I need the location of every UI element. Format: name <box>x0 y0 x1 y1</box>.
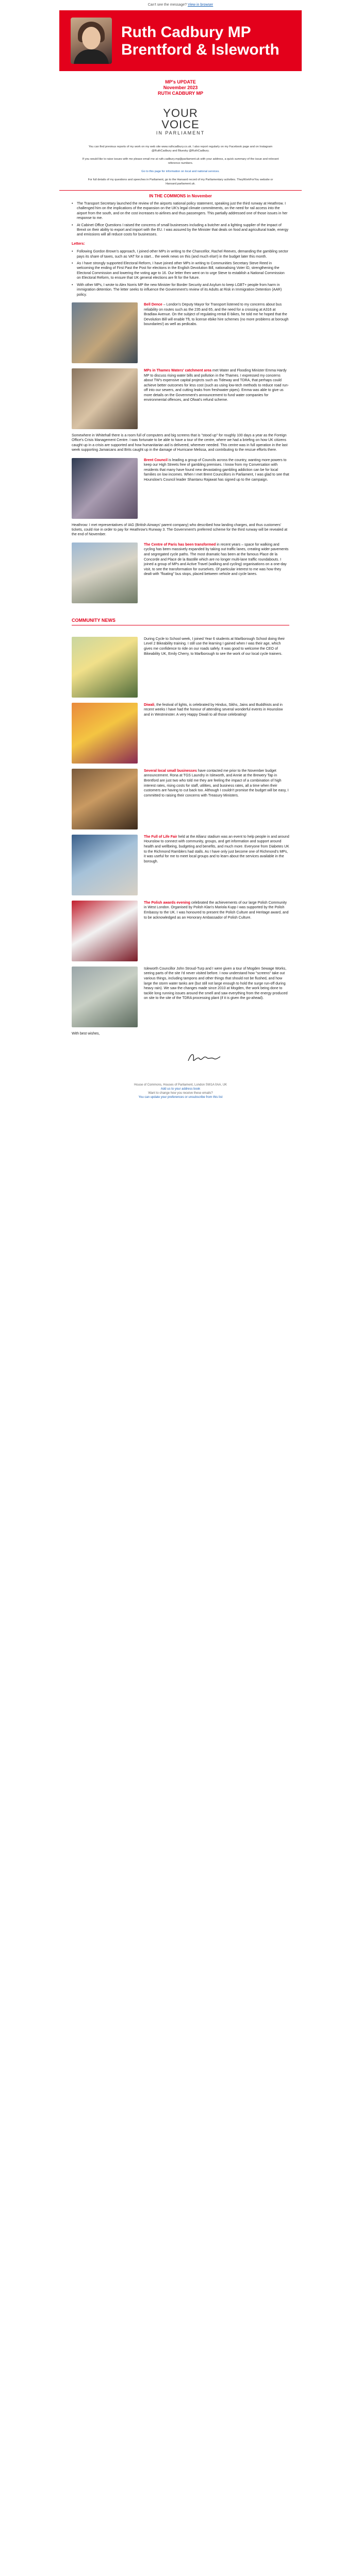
intro-p2: If you would like to raise issues with me please email me at ruth.cadbury.mp@parliament.uk with your address, a quick summary of the issue and relevant reference numbers. <box>82 158 279 165</box>
photo-bell-dence <box>72 302 138 363</box>
news-item-text: have contacted me prior to the November budget announcement. Rona at TGS Laundry in Isleworth, and Annie at the Brewery Tap in Brentford are just two who told me they are feeling the impact of a combination of high interest rates, rising costs for staff, utilities, and business rates, all a time when their customers are having to cut back too. Although I couldn't promise the budget will be easy, I committed to raising their concerns with Treasury Ministers. <box>144 769 289 798</box>
header-title-name: Ruth Cadbury MP <box>121 24 251 41</box>
news-item <box>72 967 289 1027</box>
news-item <box>72 703 289 764</box>
footer <box>59 1083 302 1099</box>
news-item-text: During Cycle to School week, I joined Year 6 students at Marlborough School doing their Level 2 Bikeability training. I still use the learning I gained when I was their age, which gives me confidence to ride on our roads safely. It was good to welcome the CEO of Bikeability UK, Emily Cherry, to Marlborough to see the work of our local cycle trainers. <box>144 637 285 656</box>
news-item-title: Several local small businesses <box>144 769 197 773</box>
intro-p4: For full details of my questions and speeches in Parliament, go to the Hansard record of my Parliamentary activities. TheyWorkForYou website or Hansard.parliament.uk. <box>88 178 273 185</box>
news-item-title: The Full of Life Fair <box>144 835 177 839</box>
news-item <box>72 901 289 961</box>
news-item <box>72 458 289 519</box>
mp-photo <box>71 18 112 64</box>
news-item-title: Diwali <box>144 703 155 707</box>
signature <box>186 1050 222 1065</box>
logo-your: YOUR <box>163 107 198 120</box>
letters-title: Letters: <box>72 242 85 246</box>
news-item-text: is leading a group of Councils across the country, wanting more powers to keep our High Streets free of gambling premises. I know from my Conversation with residents that many have found new devastating gambling addiction can be for local families on low incomes. When I met Brent Councillors in Parliament, I was glad to see that Hounslow's Council leader Shantanu Rajawat has signed up to the campaign. <box>144 458 289 482</box>
news-item <box>72 769 289 829</box>
section-commons-title: IN THE COMMONS in November <box>59 190 302 198</box>
your-voice-logo <box>59 108 302 135</box>
subheader-line1: MP's UPDATE <box>165 79 196 84</box>
photo-polish-awards <box>72 901 138 961</box>
top-note-text: Can't see the message? <box>147 3 187 7</box>
news-item <box>72 302 289 363</box>
header-title <box>121 24 280 59</box>
top-note <box>0 0 361 10</box>
header-title-constituency: Brentford & Isleworth <box>121 41 280 58</box>
photo-cycle-to-school <box>72 637 138 698</box>
photo-thames-water-meeting <box>72 368 138 429</box>
photo-small-businesses <box>72 769 138 829</box>
news-item-text: met Water and Flooding Minister Emma Hardy MP to discuss rising water bills and pollution in the Thames. I expressed my concerns about TW's expensive capital projects such as Tideway and TDRA, that perhaps could achieve better outcomes for less cost (such as using low-tech methods to reduce road run-off into our sewers, and cutting leaks from freshwater pipes). Emma was able to give us more details on the Government's announcement to fund water companies for environmental offences, and Ofwat's refund scheme. <box>144 368 289 402</box>
bullet-icon: • <box>72 262 73 266</box>
header-banner <box>59 10 302 71</box>
photo-mogden-sewage-works <box>72 967 138 1027</box>
news-item <box>72 835 289 895</box>
photo-diwali <box>72 703 138 764</box>
signoff: With best wishes, <box>72 1031 100 1036</box>
news-item-text: – London's Deputy Mayor for Transport listened to my concerns about bus reliability on routes such as the 235 and 65, and the need for a crossing at A316 at Bradlaw Avenue. On the subject of regulating rental E-bikes, he told me he hoped that the Devolution Bill will enable TfL to license ebike hire schemes (no more problems at borough boundaries!) as well as pedicabs. <box>144 302 289 327</box>
commons-item-0: The Transport Secretary launched the review of the airports national policy statement, speaking just the third runway at Heathrow. I challenged him on the implications of the expansion on the UK's legal climate commitments, on the need for rail access into the airport from the south, and on the cost increases to airlines and thus passengers. This partially addressed one of those issues in her response to me. <box>77 202 288 221</box>
commons-body <box>59 198 302 603</box>
newsletter <box>59 10 302 1099</box>
subheader <box>59 71 302 96</box>
list-item <box>72 223 289 238</box>
list-item <box>72 249 289 259</box>
bullet-icon: • <box>72 283 73 287</box>
subheader-line2: November 2023 <box>163 85 198 90</box>
commons-item-1: At Cabinet Office Questions I raised the concerns of small businesses including a butcher and a lighting supplier of the impact of Brexit on their ability to export and import with the EU. I was assured by the Minister that deals on food and agricultural trade, energy and emissions will all reduce costs for businesses. <box>77 223 289 237</box>
photo-brent-council <box>72 458 138 519</box>
news-item-text: Isleworth Councillor John Stroud-Turp and I were given a tour of Mogden Sewage Works, seeing parts of the site I'd never visited before. I now understand how "screens" take out various things, including tampons and other things that should not be flushed, and how large the storm water tanks are (but still not large enough to hold the surge run-off during heavy rain). We saw the changes made since 2010 at Mogden, the work being done to tackle long running issues around the smell and saw everything from the energy produced on site to the site of the TDRA processing plant (if it is given the go-ahead). <box>144 967 288 1001</box>
news-item-text: celebrated the achievements of our large Polish Community in West London. Organised by Polish Klan's Mariola Kupp I was supported by the Polish Embassy to the UK. I was honoured to present the Polish Culture and Heritage award, and to be acknowledged as an Honorary Ambassador of Polish Culture. <box>144 901 289 920</box>
logo-in-parliament: IN PARLIAMENT <box>156 130 205 135</box>
intro-p1: You can find previous reports of my work on my web site www.ruthcadbury.co.uk. I also report regularly on my Facebook page and on Instagram @RuthCadbury and Bluesky @RuthCadbury. <box>88 145 273 152</box>
subheader-line3: RUTH CADBURY MP <box>157 91 203 96</box>
news-item <box>72 368 289 429</box>
news-item-title: The Centre of Paris has been transformed <box>144 543 216 547</box>
heathrow-para: Heathrow: I met representatives of IAG (British Airways' parent company) who described how landing charges, and thus customers' tickets, could rise in order to pay for Heathrow's Runway 3. The Government's preferred scheme for the third runway will be revealed at the end of November. <box>72 523 288 537</box>
footer-address-book-link[interactable]: Add us to your address book <box>160 1088 201 1091</box>
news-item-title: Brent Council <box>144 458 168 462</box>
news-item <box>72 637 289 698</box>
logo-voice: VOICE <box>161 118 200 131</box>
intro-p3[interactable]: Go to this page for information on local and national services. <box>141 170 220 173</box>
view-in-browser-link[interactable]: View in browser <box>187 3 214 7</box>
list-item <box>72 283 289 297</box>
letters-item-2: With other MPs, I wrote to Alex Norris MP the new Minister for Border Security and Asylum to keep LGBT+ people from harm in immigration detention. The letter seeks to influence the Government's review of its Adults at Risk in Immigration Detention (AAR) policy. <box>77 283 282 297</box>
news-item-text: in recent years – space for walking and cycling has been massively expanded by taking out traffic lanes, creating wider pavements and segregated cycle paths. The most dramatic has been at the famous Place de la Concorde and Place de la Bastille which are no longer multi-lane traffic roundabouts. I joined a group of MPs and Active Travel (walking and cycling) organisations on a one-day visit, to see the transformation for ourselves. Of particular interest to me was how they dealt with "floating" bus stops, placed between vehicle and cycle lanes. <box>144 543 289 577</box>
list-item <box>72 201 289 221</box>
news-item-title: Bell Dence <box>144 302 162 307</box>
news-item-title: The Polish awards evening <box>144 901 190 905</box>
news-item-text: held at the Allianz stadium was an event to help people in and around Hounslow to connect with community, groups, and get information and support around health and wellbeing, budgeting and benefits, and much more. Everyone from Diabetes UK to the Richmond Ramblers had stalls. As I have only just become one of Richmond's MPs, it was useful for me to meet local groups and to learn about the services available in the borough. <box>144 835 289 863</box>
letters-item-1: As I have strongly supported Electoral Reform, I have joined other MPs in writing to Communities Secretary Steve Reed in welcoming the ending of First Past the Post for elections in the English Devolution Bill, nationalising Voter ID, strengthening the Electoral Commission and lowering the voting age to 16. Our letter then went on to urge Steve to establish a National Commission on Electoral Reform, to ensure that UK general elections are fit for the future. <box>77 262 285 280</box>
intro <box>59 145 302 186</box>
news-item-title: MPs in Thames Waters' catchment area <box>144 368 211 372</box>
bullet-icon: • <box>72 202 73 206</box>
community-news-title: COMMUNITY NEWS <box>72 617 116 623</box>
footer-address: House of Commons, Houses of Parliament, London SW1A 0AA, UK <box>134 1083 227 1087</box>
crisis-centre-para: Somewhere in Whitehall there is a room full of computers and big screens that is "stood up" for roughly 100 days a year as the Foreign Office's Crisis Management Centre. I was fortunate to be able to have a tour of the centre, where we had a briefing on how UK citizens caught up in a crisis are supported and how humanitarian aid is delivered, wherever needed. This centre was in full operation in the last week supporting Jamaicans and Brits caught up in the damage of Hurricane Melissa, and contributing to the rescue efforts there. <box>72 433 288 452</box>
list-item <box>72 261 289 281</box>
footer-preferences-link[interactable]: You can update your preferences or unsubscribe from this list <box>138 1096 223 1099</box>
bullet-icon: • <box>72 250 73 254</box>
footer-change-text: Want to change how you receive these emails? <box>148 1092 213 1095</box>
news-item <box>72 543 289 603</box>
photo-paris-cycle-lanes <box>72 543 138 603</box>
photo-full-of-life-fair <box>72 835 138 895</box>
letters-item-0: Following Gordon Brown's approach, I joined other MPs in writing to the Chancellor, Rachel Reeves, demanding the gambling sector pays its share of taxes, such as VAT for a start... the week news on this (and much else!) in the budget later this month. <box>77 250 288 259</box>
community-news-body <box>59 629 302 1036</box>
news-item-text: , the festival of lights, is celebrated by Hindus, Sikhs, Jains and Buddhists and in recent weeks I have had the honour of attending several wonderful events in Hounslow and in Westminster. A very Happy Diwali to all those celebrating! <box>144 703 283 717</box>
bullet-icon: • <box>72 223 73 227</box>
